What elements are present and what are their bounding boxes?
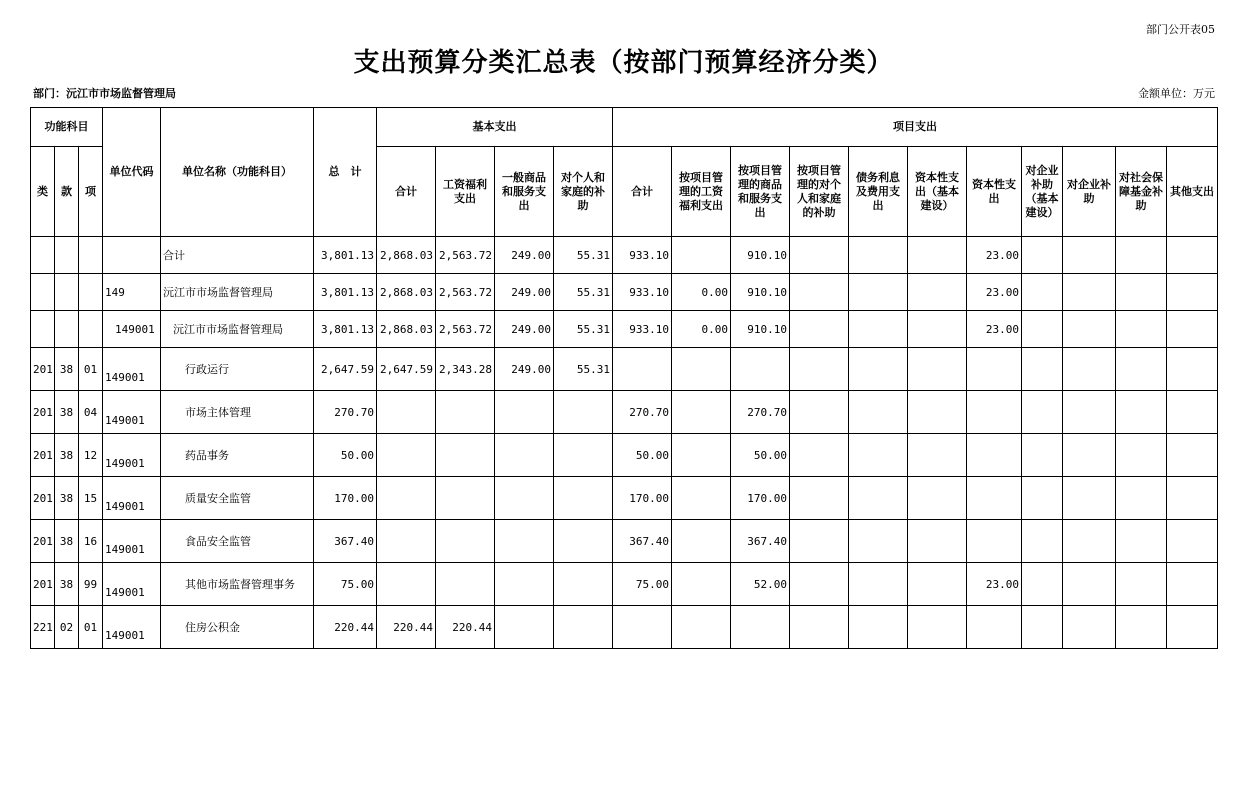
- total-cell: 2,647.59: [314, 348, 377, 391]
- basic-wage-cell: [436, 434, 495, 477]
- project-social-cell: [1116, 477, 1167, 520]
- header-project-person: 按项目管理的对个人和家庭的补助: [790, 147, 849, 237]
- basic-person-cell: [554, 434, 613, 477]
- unit-name-cell: 药品事务: [161, 434, 314, 477]
- basic-total-cell: 2,868.03: [377, 311, 436, 348]
- project-person-cell: [790, 274, 849, 311]
- unit-name-cell: 行政运行: [161, 348, 314, 391]
- basic-person-cell: 55.31: [554, 237, 613, 274]
- project-enterprise-cell: [1063, 434, 1116, 477]
- basic-wage-cell: 220.44: [436, 606, 495, 649]
- unit-code-cell: 149001: [103, 563, 161, 606]
- kuan-cell: [55, 237, 79, 274]
- total-cell: 367.40: [314, 520, 377, 563]
- basic-goods-cell: 249.00: [495, 237, 554, 274]
- project-capital-base-cell: [908, 348, 967, 391]
- basic-wage-cell: 2,563.72: [436, 274, 495, 311]
- project-capital-base-cell: [908, 434, 967, 477]
- project-enterprise-cell: [1063, 520, 1116, 563]
- basic-wage-cell: [436, 477, 495, 520]
- project-debt-cell: [849, 274, 908, 311]
- basic-total-cell: [377, 391, 436, 434]
- project-person-cell: [790, 391, 849, 434]
- project-goods-cell: 910.10: [731, 237, 790, 274]
- unit-name-cell: 住房公积金: [161, 606, 314, 649]
- project-debt-cell: [849, 563, 908, 606]
- project-other-cell: [1167, 237, 1218, 274]
- project-other-cell: [1167, 274, 1218, 311]
- basic-goods-cell: [495, 563, 554, 606]
- project-other-cell: [1167, 311, 1218, 348]
- header-project-social: 对社会保障基金补助: [1116, 147, 1167, 237]
- xiang-cell: 04: [79, 391, 103, 434]
- project-capital-cell: 23.00: [967, 563, 1022, 606]
- header-unit-code: 单位代码: [103, 108, 161, 237]
- basic-total-cell: 2,868.03: [377, 237, 436, 274]
- lei-cell: 201: [31, 563, 55, 606]
- unit-code-cell: [103, 237, 161, 274]
- lei-cell: 201: [31, 348, 55, 391]
- project-capital-cell: [967, 606, 1022, 649]
- project-person-cell: [790, 434, 849, 477]
- basic-person-cell: [554, 391, 613, 434]
- project-social-cell: [1116, 606, 1167, 649]
- kuan-cell: 38: [55, 348, 79, 391]
- table-row: [31, 477, 1218, 520]
- project-enterprise-base-cell: [1022, 434, 1063, 477]
- xiang-cell: 15: [79, 477, 103, 520]
- project-capital-cell: [967, 520, 1022, 563]
- project-debt-cell: [849, 520, 908, 563]
- project-person-cell: [790, 477, 849, 520]
- table-row: [31, 348, 1218, 391]
- basic-goods-cell: [495, 520, 554, 563]
- project-wage-cell: [672, 391, 731, 434]
- project-debt-cell: [849, 391, 908, 434]
- project-enterprise-base-cell: [1022, 348, 1063, 391]
- project-enterprise-base-cell: [1022, 237, 1063, 274]
- project-goods-cell: [731, 606, 790, 649]
- project-capital-base-cell: [908, 606, 967, 649]
- page-title: 支出预算分类汇总表（按部门预算经济分类）: [353, 48, 894, 78]
- project-person-cell: [790, 606, 849, 649]
- lei-cell: 201: [31, 434, 55, 477]
- unit-code-cell: 149001: [103, 348, 161, 391]
- xiang-cell: 99: [79, 563, 103, 606]
- basic-total-cell: [377, 434, 436, 477]
- xiang-cell: 01: [79, 348, 103, 391]
- project-total-cell: 933.10: [613, 274, 672, 311]
- header-project-expenditure: 项目支出: [613, 108, 1218, 147]
- basic-goods-cell: 249.00: [495, 311, 554, 348]
- basic-goods-cell: [495, 391, 554, 434]
- table-row: [31, 391, 1218, 434]
- header-project-capital: 资本性支出: [967, 147, 1022, 237]
- project-capital-base-cell: [908, 477, 967, 520]
- header-basic-person: 对个人和家庭的补助: [554, 147, 613, 237]
- project-goods-cell: 270.70: [731, 391, 790, 434]
- basic-goods-cell: 249.00: [495, 348, 554, 391]
- project-other-cell: [1167, 434, 1218, 477]
- basic-person-cell: [554, 520, 613, 563]
- project-total-cell: 50.00: [613, 434, 672, 477]
- project-other-cell: [1167, 563, 1218, 606]
- kuan-cell: 38: [55, 434, 79, 477]
- header-project-enterprise-base: 对企业补助（基本建设）: [1022, 147, 1063, 237]
- total-cell: 3,801.13: [314, 311, 377, 348]
- project-capital-base-cell: [908, 311, 967, 348]
- project-debt-cell: [849, 311, 908, 348]
- project-total-cell: 933.10: [613, 237, 672, 274]
- total-cell: 170.00: [314, 477, 377, 520]
- table-row: [31, 563, 1218, 606]
- basic-total-cell: 2,647.59: [377, 348, 436, 391]
- basic-wage-cell: 2,563.72: [436, 311, 495, 348]
- basic-total-cell: [377, 563, 436, 606]
- project-social-cell: [1116, 563, 1167, 606]
- project-wage-cell: [672, 237, 731, 274]
- basic-goods-cell: [495, 477, 554, 520]
- project-person-cell: [790, 237, 849, 274]
- project-social-cell: [1116, 434, 1167, 477]
- project-person-cell: [790, 520, 849, 563]
- project-debt-cell: [849, 606, 908, 649]
- project-capital-cell: 23.00: [967, 311, 1022, 348]
- kuan-cell: [55, 274, 79, 311]
- project-goods-cell: 50.00: [731, 434, 790, 477]
- unit-code-cell: 149001: [103, 434, 161, 477]
- kuan-cell: [55, 311, 79, 348]
- total-cell: 3,801.13: [314, 274, 377, 311]
- budget-table: [30, 107, 1218, 649]
- unit-name-cell: 沅江市市场监督管理局: [161, 274, 314, 311]
- amount-unit-label: 金额单位：万元: [1138, 87, 1215, 100]
- department-label: 部门：沅江市市场监督管理局: [33, 87, 176, 100]
- project-person-cell: [790, 311, 849, 348]
- project-person-cell: [790, 348, 849, 391]
- basic-total-cell: [377, 520, 436, 563]
- project-enterprise-cell: [1063, 563, 1116, 606]
- project-enterprise-base-cell: [1022, 311, 1063, 348]
- project-total-cell: [613, 606, 672, 649]
- header-basic-expenditure: 基本支出: [377, 108, 613, 147]
- project-goods-cell: 367.40: [731, 520, 790, 563]
- project-enterprise-cell: [1063, 606, 1116, 649]
- project-social-cell: [1116, 274, 1167, 311]
- project-goods-cell: [731, 348, 790, 391]
- unit-name-cell: 沅江市市场监督管理局: [161, 311, 314, 348]
- header-xiang: 项: [79, 147, 103, 237]
- unit-code-cell: 149001: [103, 606, 161, 649]
- basic-wage-cell: 2,563.72: [436, 237, 495, 274]
- project-social-cell: [1116, 237, 1167, 274]
- unit-code-cell: 149001: [103, 391, 161, 434]
- table-row: [31, 606, 1218, 649]
- table-row: [31, 520, 1218, 563]
- project-other-cell: [1167, 606, 1218, 649]
- project-total-cell: 170.00: [613, 477, 672, 520]
- project-other-cell: [1167, 477, 1218, 520]
- xiang-cell: [79, 237, 103, 274]
- unit-code-cell: 149001: [103, 477, 161, 520]
- header-project-other: 其他支出: [1167, 147, 1218, 237]
- project-capital-base-cell: [908, 391, 967, 434]
- unit-code-cell: 149001: [103, 520, 161, 563]
- basic-person-cell: [554, 477, 613, 520]
- total-cell: 50.00: [314, 434, 377, 477]
- table-row: [31, 311, 1218, 348]
- project-enterprise-base-cell: [1022, 391, 1063, 434]
- project-debt-cell: [849, 237, 908, 274]
- header-project-capital-base: 资本性支出（基本建设）: [908, 147, 967, 237]
- basic-person-cell: 55.31: [554, 348, 613, 391]
- project-debt-cell: [849, 434, 908, 477]
- basic-person-cell: 55.31: [554, 274, 613, 311]
- project-total-cell: 933.10: [613, 311, 672, 348]
- unit-code-cell: 149001: [103, 311, 161, 348]
- project-goods-cell: 910.10: [731, 311, 790, 348]
- project-enterprise-cell: [1063, 348, 1116, 391]
- header-project-wage: 按项目管理的工资福利支出: [672, 147, 731, 237]
- basic-person-cell: 55.31: [554, 311, 613, 348]
- header-basic-goods: 一般商品和服务支出: [495, 147, 554, 237]
- header-basic-wage: 工资福利支出: [436, 147, 495, 237]
- project-other-cell: [1167, 348, 1218, 391]
- header-func-subject: 功能科目: [31, 108, 103, 147]
- header-unit-name: 单位名称（功能科目）: [161, 108, 314, 237]
- project-enterprise-cell: [1063, 311, 1116, 348]
- xiang-cell: 01: [79, 606, 103, 649]
- project-social-cell: [1116, 520, 1167, 563]
- lei-cell: 201: [31, 520, 55, 563]
- table-row: [31, 274, 1218, 311]
- project-total-cell: 75.00: [613, 563, 672, 606]
- header-project-enterprise: 对企业补助: [1063, 147, 1116, 237]
- lei-cell: 201: [31, 391, 55, 434]
- lei-cell: 201: [31, 477, 55, 520]
- project-enterprise-cell: [1063, 274, 1116, 311]
- project-enterprise-base-cell: [1022, 520, 1063, 563]
- project-capital-base-cell: [908, 237, 967, 274]
- project-social-cell: [1116, 348, 1167, 391]
- basic-wage-cell: [436, 520, 495, 563]
- header-project-goods: 按项目管理的商品和服务支出: [731, 147, 790, 237]
- unit-code-cell: 149: [103, 274, 161, 311]
- basic-person-cell: [554, 606, 613, 649]
- project-debt-cell: [849, 348, 908, 391]
- project-wage-cell: [672, 606, 731, 649]
- total-cell: 3,801.13: [314, 237, 377, 274]
- project-total-cell: 367.40: [613, 520, 672, 563]
- project-enterprise-base-cell: [1022, 274, 1063, 311]
- project-capital-cell: [967, 477, 1022, 520]
- project-capital-base-cell: [908, 274, 967, 311]
- basic-total-cell: 220.44: [377, 606, 436, 649]
- project-social-cell: [1116, 391, 1167, 434]
- project-other-cell: [1167, 520, 1218, 563]
- unit-name-cell: 市场主体管理: [161, 391, 314, 434]
- header-lei: 类: [31, 147, 55, 237]
- project-person-cell: [790, 563, 849, 606]
- basic-wage-cell: [436, 563, 495, 606]
- xiang-cell: [79, 274, 103, 311]
- basic-wage-cell: [436, 391, 495, 434]
- total-cell: 270.70: [314, 391, 377, 434]
- kuan-cell: 38: [55, 520, 79, 563]
- header-kuan: 款: [55, 147, 79, 237]
- project-wage-cell: 0.00: [672, 274, 731, 311]
- project-other-cell: [1167, 391, 1218, 434]
- project-capital-cell: 23.00: [967, 237, 1022, 274]
- project-capital-cell: [967, 391, 1022, 434]
- basic-goods-cell: [495, 434, 554, 477]
- basic-person-cell: [554, 563, 613, 606]
- form-number-label: 部门公开表05: [1146, 23, 1215, 36]
- kuan-cell: 38: [55, 477, 79, 520]
- project-enterprise-cell: [1063, 237, 1116, 274]
- project-goods-cell: 910.10: [731, 274, 790, 311]
- unit-name-cell: 合计: [161, 237, 314, 274]
- project-goods-cell: 52.00: [731, 563, 790, 606]
- total-cell: 220.44: [314, 606, 377, 649]
- table-row: [31, 237, 1218, 274]
- basic-wage-cell: 2,343.28: [436, 348, 495, 391]
- basic-goods-cell: [495, 606, 554, 649]
- project-wage-cell: [672, 563, 731, 606]
- project-enterprise-base-cell: [1022, 563, 1063, 606]
- kuan-cell: 38: [55, 391, 79, 434]
- project-capital-cell: [967, 434, 1022, 477]
- lei-cell: 221: [31, 606, 55, 649]
- table-row: [31, 434, 1218, 477]
- project-capital-base-cell: [908, 563, 967, 606]
- lei-cell: [31, 274, 55, 311]
- project-capital-cell: 23.00: [967, 274, 1022, 311]
- header-total: 总 计: [314, 108, 377, 237]
- project-capital-cell: [967, 348, 1022, 391]
- header-project-debt: 债务利息及费用支出: [849, 147, 908, 237]
- xiang-cell: 12: [79, 434, 103, 477]
- basic-goods-cell: 249.00: [495, 274, 554, 311]
- project-enterprise-base-cell: [1022, 606, 1063, 649]
- project-enterprise-cell: [1063, 477, 1116, 520]
- project-wage-cell: [672, 520, 731, 563]
- xiang-cell: 16: [79, 520, 103, 563]
- unit-name-cell: 其他市场监督管理事务: [161, 563, 314, 606]
- project-wage-cell: [672, 348, 731, 391]
- basic-total-cell: [377, 477, 436, 520]
- header-project-total: 合计: [613, 147, 672, 237]
- lei-cell: [31, 311, 55, 348]
- xiang-cell: [79, 311, 103, 348]
- project-capital-base-cell: [908, 520, 967, 563]
- project-social-cell: [1116, 311, 1167, 348]
- project-goods-cell: 170.00: [731, 477, 790, 520]
- project-wage-cell: 0.00: [672, 311, 731, 348]
- basic-total-cell: 2,868.03: [377, 274, 436, 311]
- project-total-cell: 270.70: [613, 391, 672, 434]
- project-debt-cell: [849, 477, 908, 520]
- unit-name-cell: 质量安全监管: [161, 477, 314, 520]
- project-wage-cell: [672, 434, 731, 477]
- project-enterprise-base-cell: [1022, 477, 1063, 520]
- total-cell: 75.00: [314, 563, 377, 606]
- project-total-cell: [613, 348, 672, 391]
- lei-cell: [31, 237, 55, 274]
- project-wage-cell: [672, 477, 731, 520]
- kuan-cell: 02: [55, 606, 79, 649]
- project-enterprise-cell: [1063, 391, 1116, 434]
- header-basic-total: 合计: [377, 147, 436, 237]
- kuan-cell: 38: [55, 563, 79, 606]
- unit-name-cell: 食品安全监管: [161, 520, 314, 563]
